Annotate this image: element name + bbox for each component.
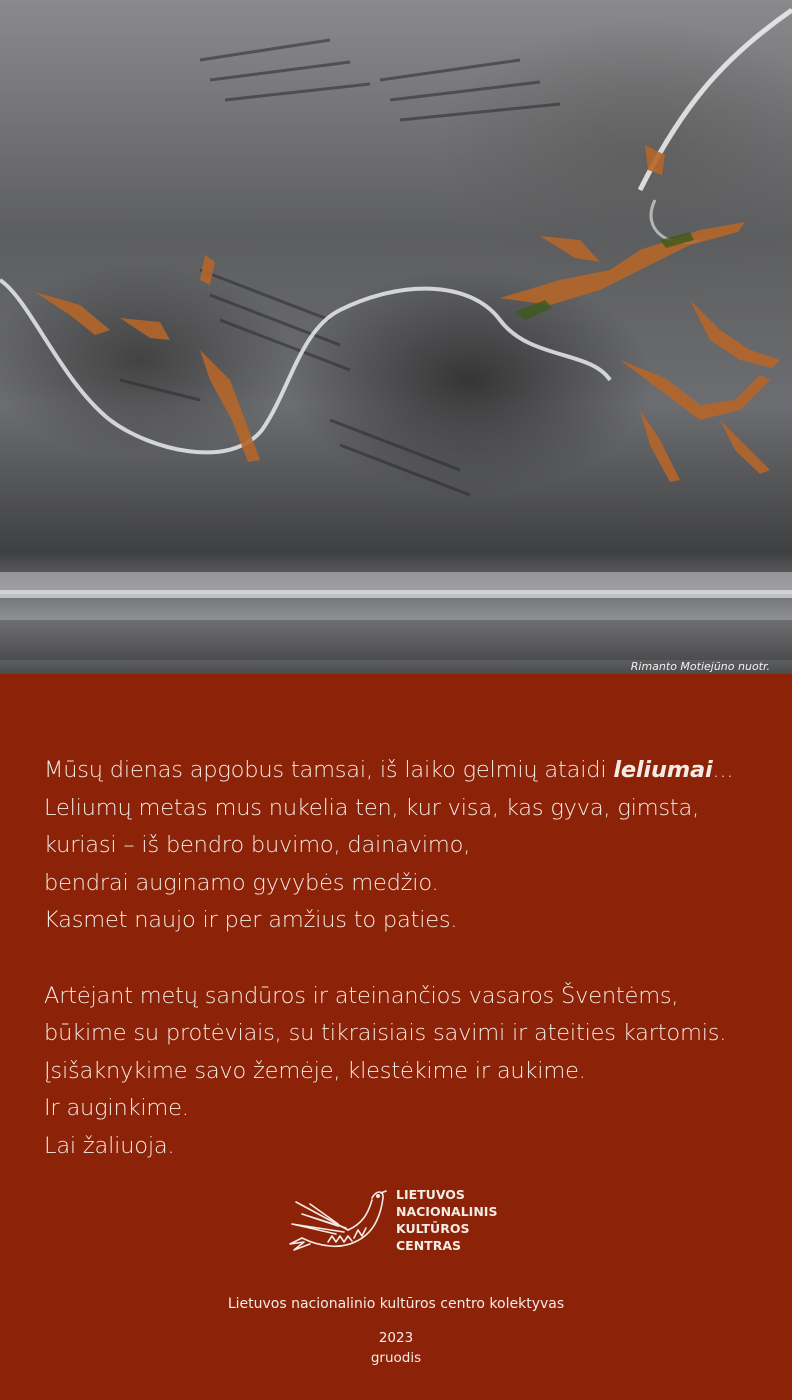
greeting-line-2: Leliumų metas mus nukelia ten, kur visa, kas gyva, gimsta,	[44, 794, 700, 821]
paragraph-gap	[44, 940, 764, 978]
greeting-line-1-text: Mūsų dienas apgobus tamsai, iš laiko gelmių ataidi	[44, 757, 614, 783]
logo-line-4: CENTRAS	[396, 1238, 462, 1253]
signature: Lietuvos nacionalinio kultūros centro kolektyvas	[227, 1296, 565, 1312]
greeting-line-8: Įsišaknykime savo žemėje, klestėkime ir aukime.	[44, 1057, 586, 1084]
greeting-line-4: bendrai auginamo gyvybės medžio.	[44, 869, 439, 896]
greeting-line-1-ellipsis: ...	[712, 757, 734, 783]
greeting-line-9: Ir auginkime.	[44, 1095, 189, 1122]
leliumai-emphasis: leliumai	[613, 757, 713, 783]
greeting-line-1	[44, 752, 764, 790]
logo-line-3: KULTŪROS	[396, 1221, 470, 1236]
year: 2023	[378, 1330, 414, 1346]
month: gruodis	[370, 1350, 422, 1366]
greeting-text	[44, 752, 764, 1166]
bird-logo-icon	[288, 1184, 388, 1256]
logo-line-2: NACIONALINIS	[396, 1204, 498, 1219]
greeting-line-10: Lai žaliuoja.	[44, 1132, 175, 1159]
logo-wordmark	[396, 1186, 497, 1254]
logo-line-1: LIETUVOS	[396, 1187, 465, 1202]
photo-credit: Rimanto Motiejūno nuotr.	[630, 660, 770, 673]
greeting-line-6: Artėjant metų sandūros ir ateinančios vasaros Šventėms,	[44, 982, 679, 1009]
ice-photo-illustration	[0, 0, 792, 674]
lnkc-logo	[288, 1184, 528, 1256]
greeting-line-3: kuriasi – iš bendro buvimo, dainavimo,	[44, 832, 471, 859]
greeting-line-5: Kasmet naujo ir per amžius to paties.	[44, 907, 458, 934]
ice-photo	[0, 0, 792, 674]
greeting-line-7: būkime su protėviais, su tikraisiais savimi ir ateities kartomis.	[44, 1020, 727, 1047]
